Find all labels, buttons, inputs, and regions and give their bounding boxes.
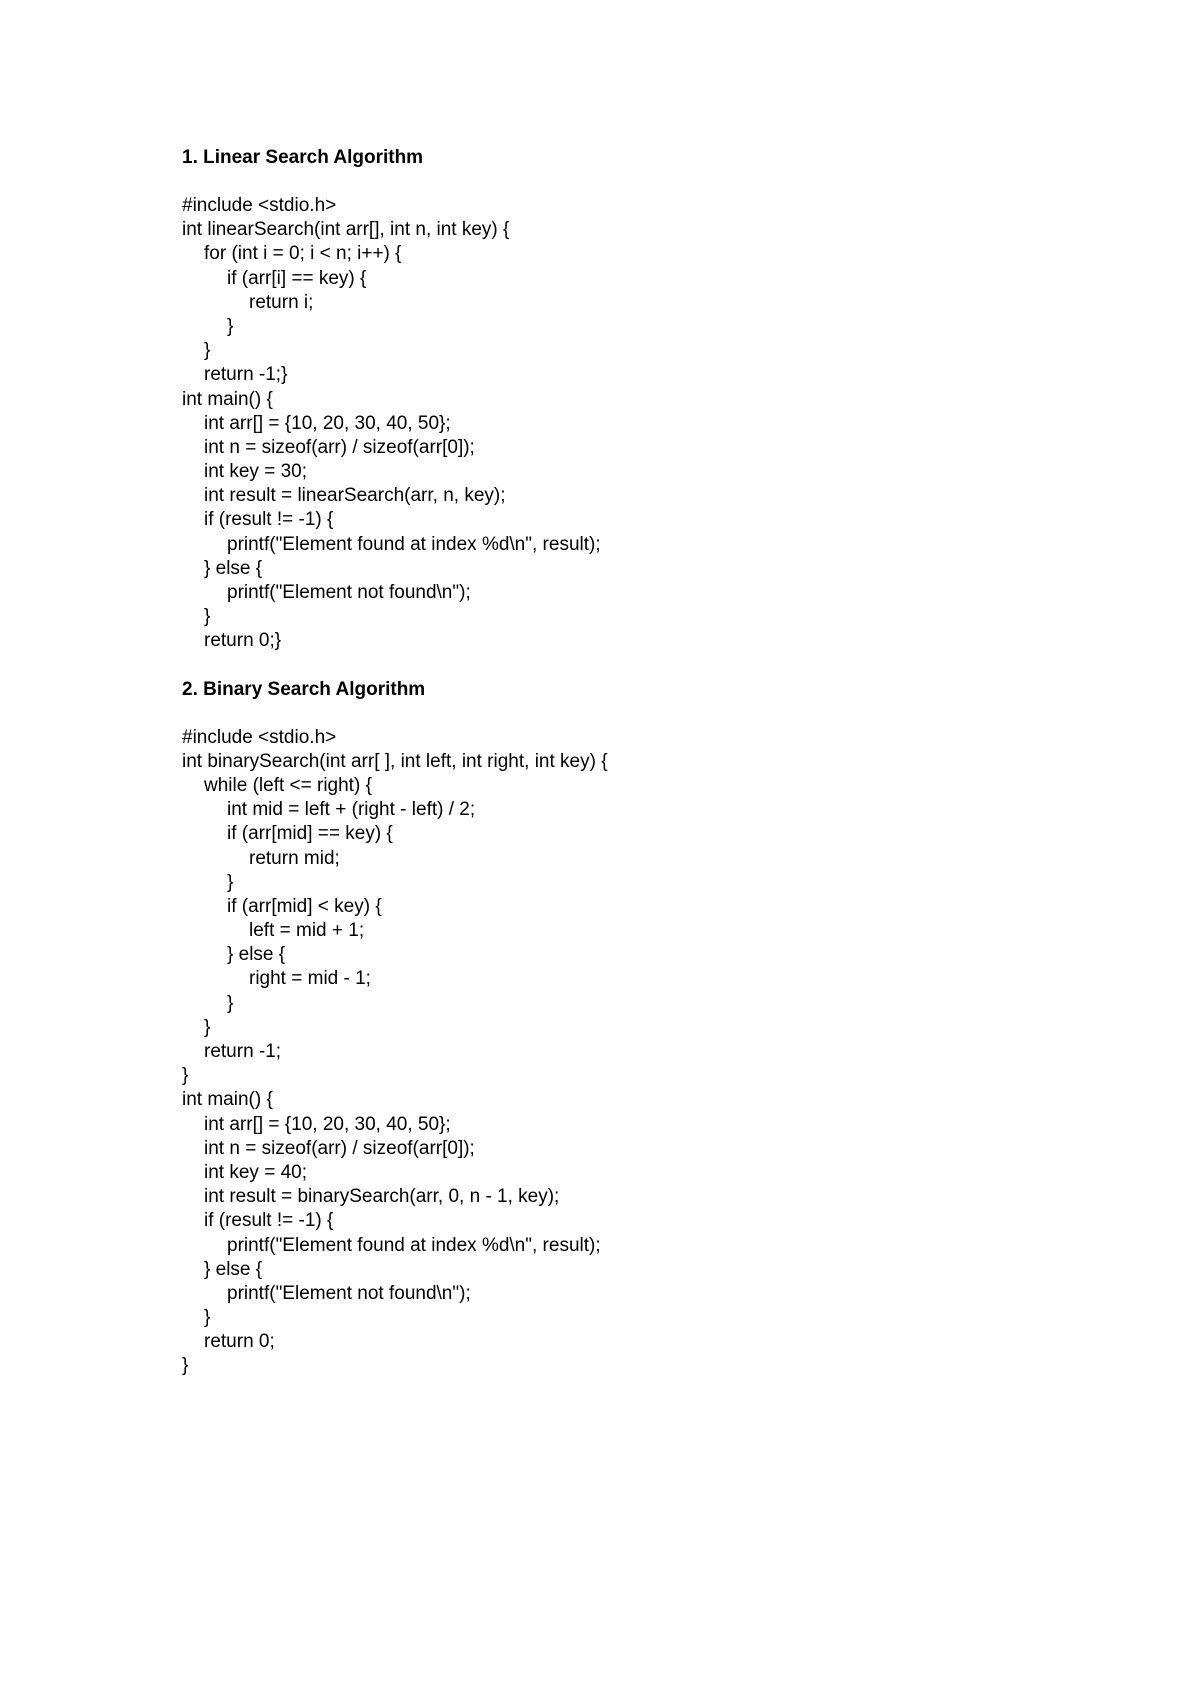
code-line: printf("Element not found\n");	[227, 1282, 471, 1304]
code-line: int arr[] = {10, 20, 30, 40, 50};	[204, 1113, 451, 1135]
code-line: printf("Element not found\n");	[227, 582, 471, 603]
code-line: return -1;	[204, 1041, 282, 1062]
section-title-linear-search: 1. Linear Search Algorithm	[182, 147, 424, 168]
code-line: int main() {	[182, 1089, 273, 1111]
code-line: } else {	[204, 1258, 263, 1280]
code-line: if (arr[mid] < key) {	[227, 895, 382, 917]
code-line: int binarySearch(int arr[ ], int left, int right, int key) {	[182, 750, 608, 772]
code-line: for (int i = 0; i < n; i++) {	[204, 243, 402, 265]
code-line: return mid;	[249, 847, 340, 869]
code-line: right = mid - 1;	[249, 968, 371, 990]
code-line: return -1;}	[204, 364, 288, 386]
code-line: int arr[] = {10, 20, 30, 40, 50};	[204, 412, 451, 434]
code-line: int main() {	[182, 388, 273, 410]
code-line: int n = sizeof(arr) / sizeof(arr[0]);	[204, 436, 475, 458]
code-line: int mid = left + (right - left) / 2;	[227, 799, 476, 821]
code-line: #include <stdio.h>	[182, 195, 337, 216]
code-line: int result = binarySearch(arr, 0, n - 1, key);	[204, 1186, 560, 1208]
code-line: int result = linearSearch(arr, n, key);	[204, 485, 506, 507]
code-block-linear-search	[182, 194, 1142, 654]
code-line: printf("Element found at index %d\n", result);	[227, 533, 601, 555]
section-title-binary-search: 2. Binary Search Algorithm	[182, 678, 426, 700]
code-line: int linearSearch(int arr[], int n, int key) {	[182, 219, 510, 241]
code-line: printf("Element found at index %d\n", result);	[227, 1234, 601, 1256]
code-line: if (arr[i] == key) {	[227, 267, 367, 289]
code-line: }	[204, 1307, 211, 1329]
code-line: #include <stdio.h>	[182, 726, 337, 748]
code-line: if (result != -1) {	[204, 1210, 334, 1232]
code-line: }	[227, 871, 234, 893]
code-line: int key = 40;	[204, 1161, 307, 1183]
code-line: } else {	[204, 557, 263, 579]
code-line: if (result != -1) {	[204, 509, 334, 531]
code-line: return i;	[249, 291, 314, 313]
code-line: }	[204, 1016, 211, 1038]
code-line: while (left <= right) {	[204, 774, 372, 796]
code-line: return 0;}	[204, 630, 282, 652]
section-binary-search	[182, 678, 1142, 1379]
code-block-binary-search	[182, 726, 1142, 1379]
code-line: }	[182, 1065, 189, 1087]
code-line: }	[182, 1355, 189, 1377]
code-line: }	[227, 992, 234, 1014]
code-line: if (arr[mid] == key) {	[227, 823, 393, 845]
code-line: return 0;	[204, 1331, 275, 1353]
document-content	[182, 146, 1142, 1403]
code-line: int n = sizeof(arr) / sizeof(arr[0]);	[204, 1137, 475, 1159]
code-line: left = mid + 1;	[249, 920, 365, 942]
code-line: }	[227, 315, 234, 337]
code-line: }	[204, 340, 211, 362]
section-linear-search	[182, 146, 1142, 654]
code-line: }	[204, 606, 211, 628]
code-line: } else {	[227, 944, 286, 966]
code-line: int key = 30;	[204, 461, 307, 483]
